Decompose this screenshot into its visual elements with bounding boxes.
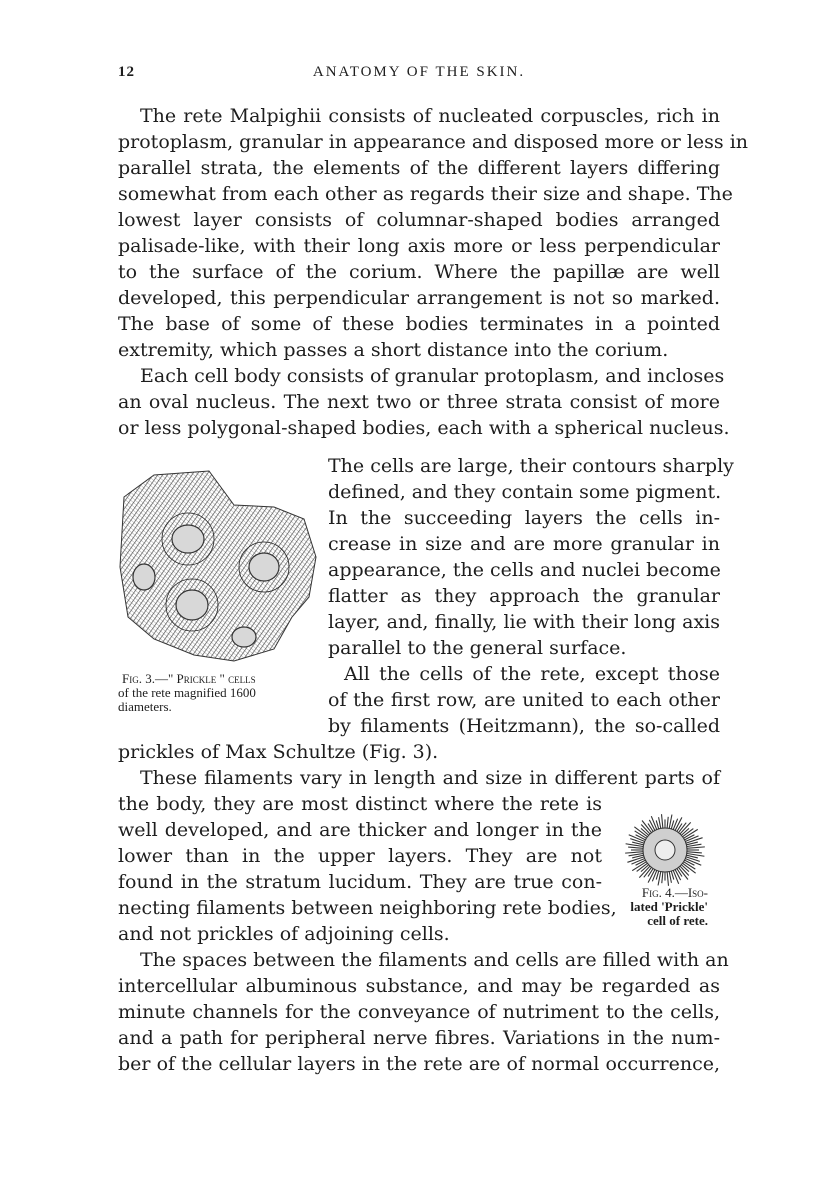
text-line: All the cells of the rete, except those [344,663,720,685]
running-title: ANATOMY OF THE SKIN. [312,64,526,80]
text-line: somewhat from each other as regards their size and shape. The [118,183,733,205]
text-line: found in the stratum lucidum. They are true con- [118,871,602,893]
caption-line: Fig. 4.—Iso- [641,885,708,900]
caption-line: cell of rete. [647,913,708,928]
text-line: developed, this perpendicular arrangement is not so marked. [118,287,720,309]
text-line: lowest layer consists of columnar-shaped bodies arranged [118,209,720,231]
text-line: by filaments (Heitzmann), the so-called [328,715,720,737]
prickle-ray [625,852,645,854]
wrapped-text-beside-figure-3 [328,453,734,739]
text-line: In the succeeding layers the cells in- [328,507,720,529]
text-line: Each cell body consists of granular protoplasm, and incloses [140,365,725,387]
text-line: layer, and, finally, lie with their long axis [328,611,720,633]
caption-line: lated 'Prickle' [630,899,708,914]
text-line: The rete Malpighii consists of nucleated corpuscles, rich in [140,105,720,127]
text-line: necting filaments between neighboring rete bodies, [118,897,617,919]
text-line: parallel to the general surface. [328,637,627,659]
caption-line: of the rete magnified 1600 [118,685,256,700]
page-number: 12 [118,64,135,80]
text-line: and a path for peripheral nerve fibres. Variations in the num- [118,1027,720,1049]
text-line: These filaments vary in length and size in different parts of [140,767,720,789]
text-line: flatter as they approach the granular [328,585,720,607]
text-line: the body, they are most distinct where the rete is [118,793,602,815]
text-line: extremity, which passes a short distance into the corium. [118,339,669,361]
text-line: appearance, the cells and nuclei become [328,559,721,581]
wrapped-text-beside-figure-4 [118,791,617,947]
paragraph-rete-malpighii [118,103,749,441]
text-line: ber of the cellular layers in the rete are of normal occurrence, [118,1053,720,1075]
text-line: an oval nucleus. The next two or three strata consist of more [118,391,720,413]
text-line: The cells are large, their contours sharply [328,455,734,477]
text-line: well developed, and are thicker and longer in the [118,819,602,841]
prickle-ray [685,852,702,853]
text-line: or less polygonal-shaped bodies, each with a spherical nucleus. [118,417,730,439]
text-line: prickles of Max Schultze (Fig. 3). [118,741,439,763]
text-line: The base of some of these bodies terminates in a pointed [118,313,720,335]
text-line: parallel strata, the elements of the different layers differing [118,157,720,179]
text-line: defined, and they contain some pigment. [328,481,722,503]
caption-line: Fig. 3.—" Prickle " cells [122,671,256,686]
text-line: palisade-like, with their long axis more or less perpendicular [118,235,720,257]
figure-3-caption [118,672,318,714]
prickle-ray [628,847,645,848]
prickle-ray [685,847,705,849]
text-line: intercellular albuminous substance, and may be regarded as [118,975,720,997]
text-line: lower than in the upper layers. They are not [118,845,602,867]
caption-line: diameters. [118,699,172,714]
isolated-prickle-cell-figure [617,810,713,892]
text-line: minute channels for the conveyance of nutriment to the cells, [118,1001,720,1023]
prickle-cells-figure [114,467,320,663]
figure-4-caption [608,886,708,928]
text-line: The spaces between the filaments and cells are filled with an [140,949,729,971]
text-line: to the surface of the corium. Where the papillæ are well [118,261,720,283]
text-line: crease in size and are more granular in [328,533,720,555]
text-line: of the first row, are united to each other [328,689,720,711]
text-line: protoplasm, granular in appearance and disposed more or less in [118,131,749,153]
text-line: and not prickles of adjoining cells. [118,923,450,945]
